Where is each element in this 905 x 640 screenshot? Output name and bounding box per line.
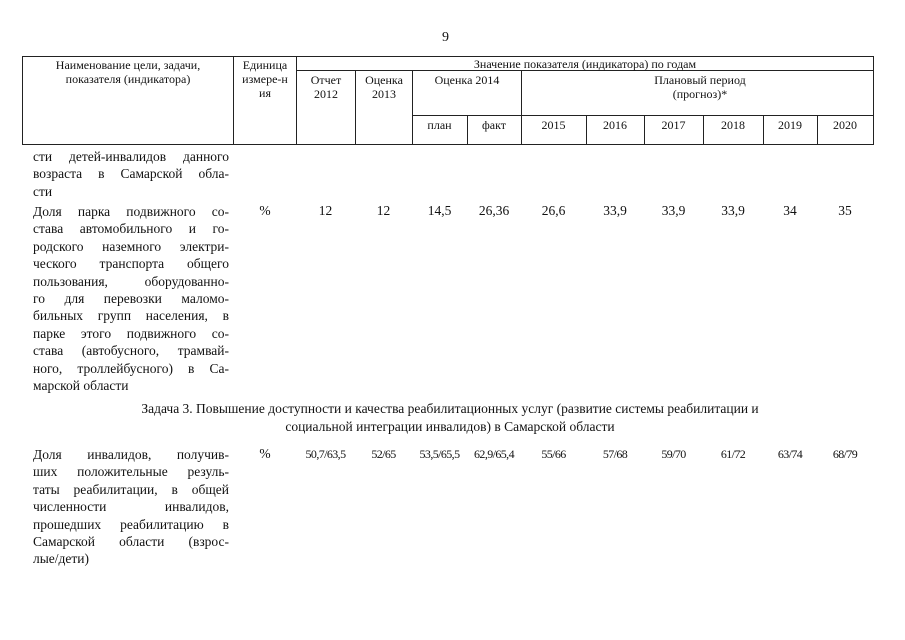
header-year-2019: 2019	[778, 118, 802, 132]
row2-line: численности инвалидов,	[33, 499, 229, 515]
row2-value-fact-2014: 62,9/65,4	[474, 447, 514, 461]
row2-line: Самарской области (взрос-	[33, 534, 229, 550]
header-plan-period: Плановый период (прогноз)*	[654, 73, 746, 101]
header-col-unit: Единица измере-ния	[242, 58, 288, 100]
row1-line: бильных групп населения, в	[33, 308, 229, 324]
header-report-2012: Отчет 2012	[310, 73, 342, 101]
row2-line: Доля инвалидов, получив-	[33, 447, 229, 462]
header-col-values: Значение показателя (индикатора) по годам	[473, 57, 697, 71]
row1-value-fact-2014: 26,36	[478, 203, 510, 218]
row1-line: родского наземного электри-	[33, 238, 229, 254]
row2-line: лые/дети)	[33, 551, 90, 567]
row2-value-2016: 57/68	[602, 447, 628, 461]
task3-heading: Задача 3. Повышение доступности и качества реабилитационных услуг (развитие системы реабилитации и социальной интеграции инвалидов) в Самарской области	[141, 401, 759, 434]
row2-value-2018: 61/72	[720, 447, 746, 461]
header-year-2018: 2018	[721, 118, 745, 132]
header-col-name: Наименование цели, задачи, показателя (индикатора)	[55, 58, 201, 86]
row1-line: става (автобусного, трамвай-	[33, 343, 229, 359]
header-year-2016: 2016	[603, 118, 627, 132]
header-estimate-2013: Оценка 2013	[365, 73, 403, 101]
header-year-2017: 2017	[661, 118, 686, 132]
continued-line-2: возраста в Самарской обла-	[33, 166, 229, 182]
row2-line: таты реабилитации, в общей	[33, 481, 229, 497]
continued-line-3: сти	[33, 183, 53, 199]
row1-line: парке этого подвижного со-	[33, 325, 229, 341]
header-year-2015: 2015	[541, 118, 566, 132]
row1-line: Доля парка подвижного со-	[33, 204, 229, 219]
row1-line: ческого транспорта общего	[33, 256, 229, 272]
row2-unit: %	[259, 446, 271, 461]
row2-value-plan-2014: 53,5/65,5	[419, 447, 460, 461]
row2-line: прошедших реабилитацию в	[33, 516, 229, 532]
row2-line: ших положительные резуль-	[33, 464, 229, 480]
row1-value-report-2012: 12	[318, 203, 333, 218]
row1-line: пользования, оборудованно-	[33, 273, 229, 289]
row2-value-2019: 63/74	[777, 447, 803, 461]
row1-line: ного, троллейбусного) в Са-	[33, 360, 229, 376]
row2-value-report-2012: 50,7/63,5	[305, 447, 346, 461]
row1-value-plan-2014: 14,5	[427, 203, 452, 218]
row2-value-2017: 59/70	[661, 447, 686, 461]
row2-value-estimate-2013: 52/65	[371, 447, 396, 461]
row2-value-2020: 68/79	[832, 447, 858, 461]
row1-unit: %	[259, 203, 271, 218]
header-fact: факт	[481, 118, 507, 132]
continued-line-1: сти детей-инвалидов данного	[33, 149, 229, 164]
row1-value-estimate-2013: 12	[376, 203, 391, 218]
row1-value-2019: 34	[783, 203, 797, 218]
header-year-2020: 2020	[833, 118, 857, 132]
row1-value-2020: 35	[838, 203, 852, 218]
row1-value-2018: 33,9	[721, 203, 745, 218]
row1-indicator-name	[33, 203, 229, 394]
row2-value-2015: 55/66	[541, 447, 566, 461]
row1-value-2017: 33,9	[661, 203, 686, 218]
header-plan: план	[427, 118, 452, 132]
page-number: 9	[442, 30, 449, 45]
row1-line: става автомобильного и го-	[33, 221, 229, 237]
row1-value-2016: 33,9	[603, 203, 627, 218]
row1-value-2015: 26,6	[541, 203, 566, 218]
row1-line: го для перевозки маломо-	[33, 291, 229, 307]
row2-indicator-name	[33, 446, 229, 568]
continued-text	[33, 148, 229, 200]
row1-line: марской области	[33, 378, 129, 394]
header-estimate-2014: Оценка 2014	[434, 73, 500, 87]
